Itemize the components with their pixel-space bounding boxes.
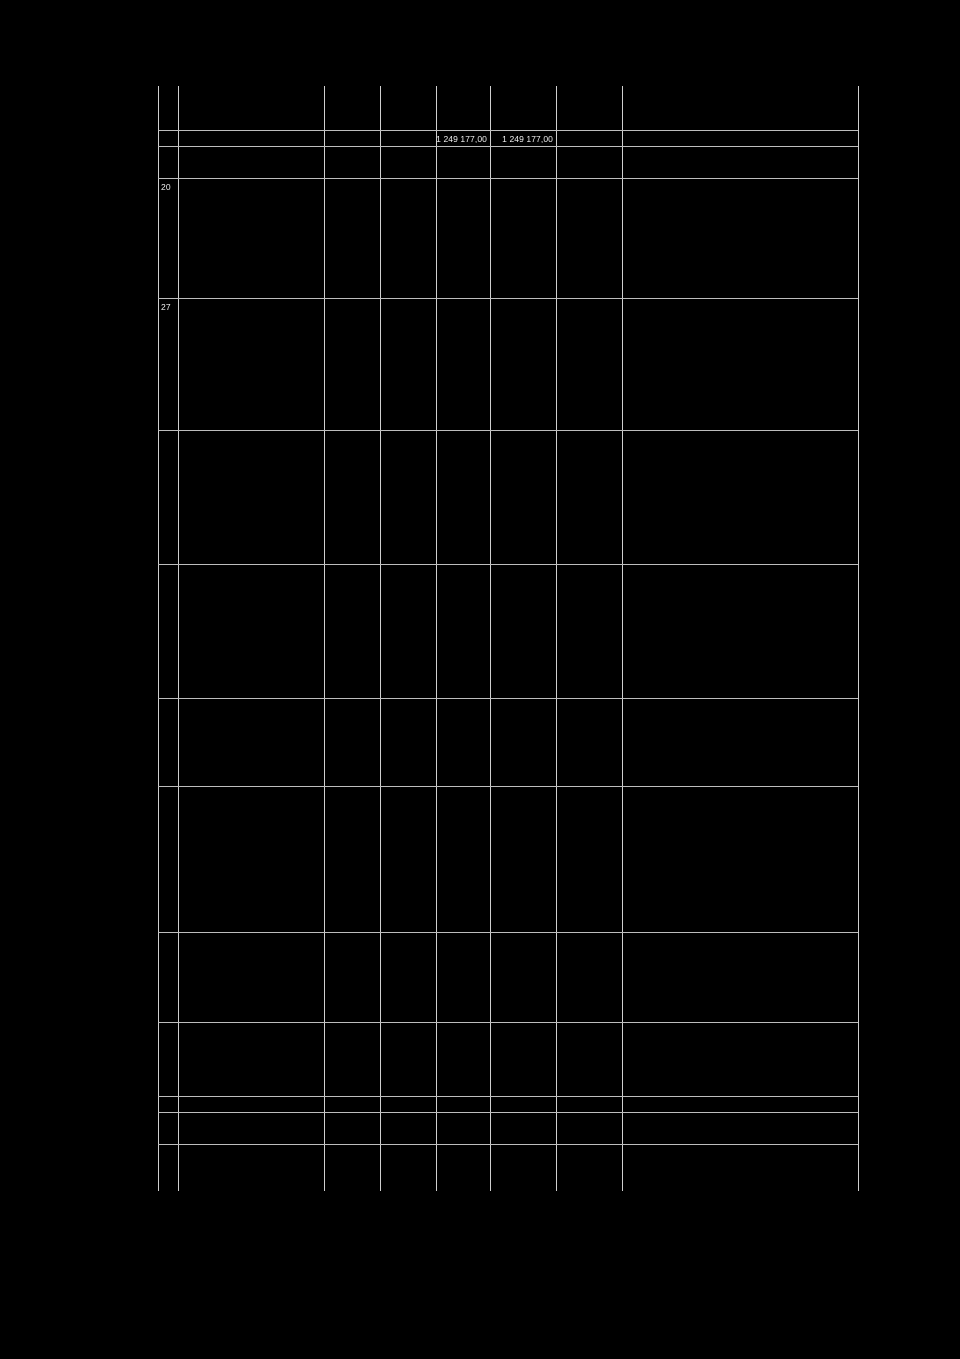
pre-plan-value: 1 249 177,00 (436, 134, 487, 144)
row-separator (158, 932, 858, 933)
row-separator (158, 1144, 858, 1145)
col-border-start (380, 86, 381, 1191)
row-separator (158, 1112, 858, 1113)
row-separator (158, 564, 858, 565)
col-border-diff (622, 86, 623, 1191)
col-border-end (436, 86, 437, 1191)
row-separator (158, 1022, 858, 1023)
row-separator (158, 298, 858, 299)
row-separator (158, 786, 858, 787)
row-separator (158, 430, 858, 431)
row-separator (158, 130, 858, 131)
row-separator (158, 178, 858, 179)
col-border-name (324, 86, 325, 1191)
row-number: 20 (161, 182, 171, 192)
row-number: 27 (161, 302, 171, 312)
col-border-right (858, 86, 859, 1191)
col-border-exec (556, 86, 557, 1191)
row-separator (158, 698, 858, 699)
pre-exec-value: 1 249 177,00 (502, 134, 553, 144)
row-separator (158, 1096, 858, 1097)
col-border-lp (178, 86, 179, 1191)
col-border-plan (490, 86, 491, 1191)
col-border-left (158, 86, 159, 1191)
